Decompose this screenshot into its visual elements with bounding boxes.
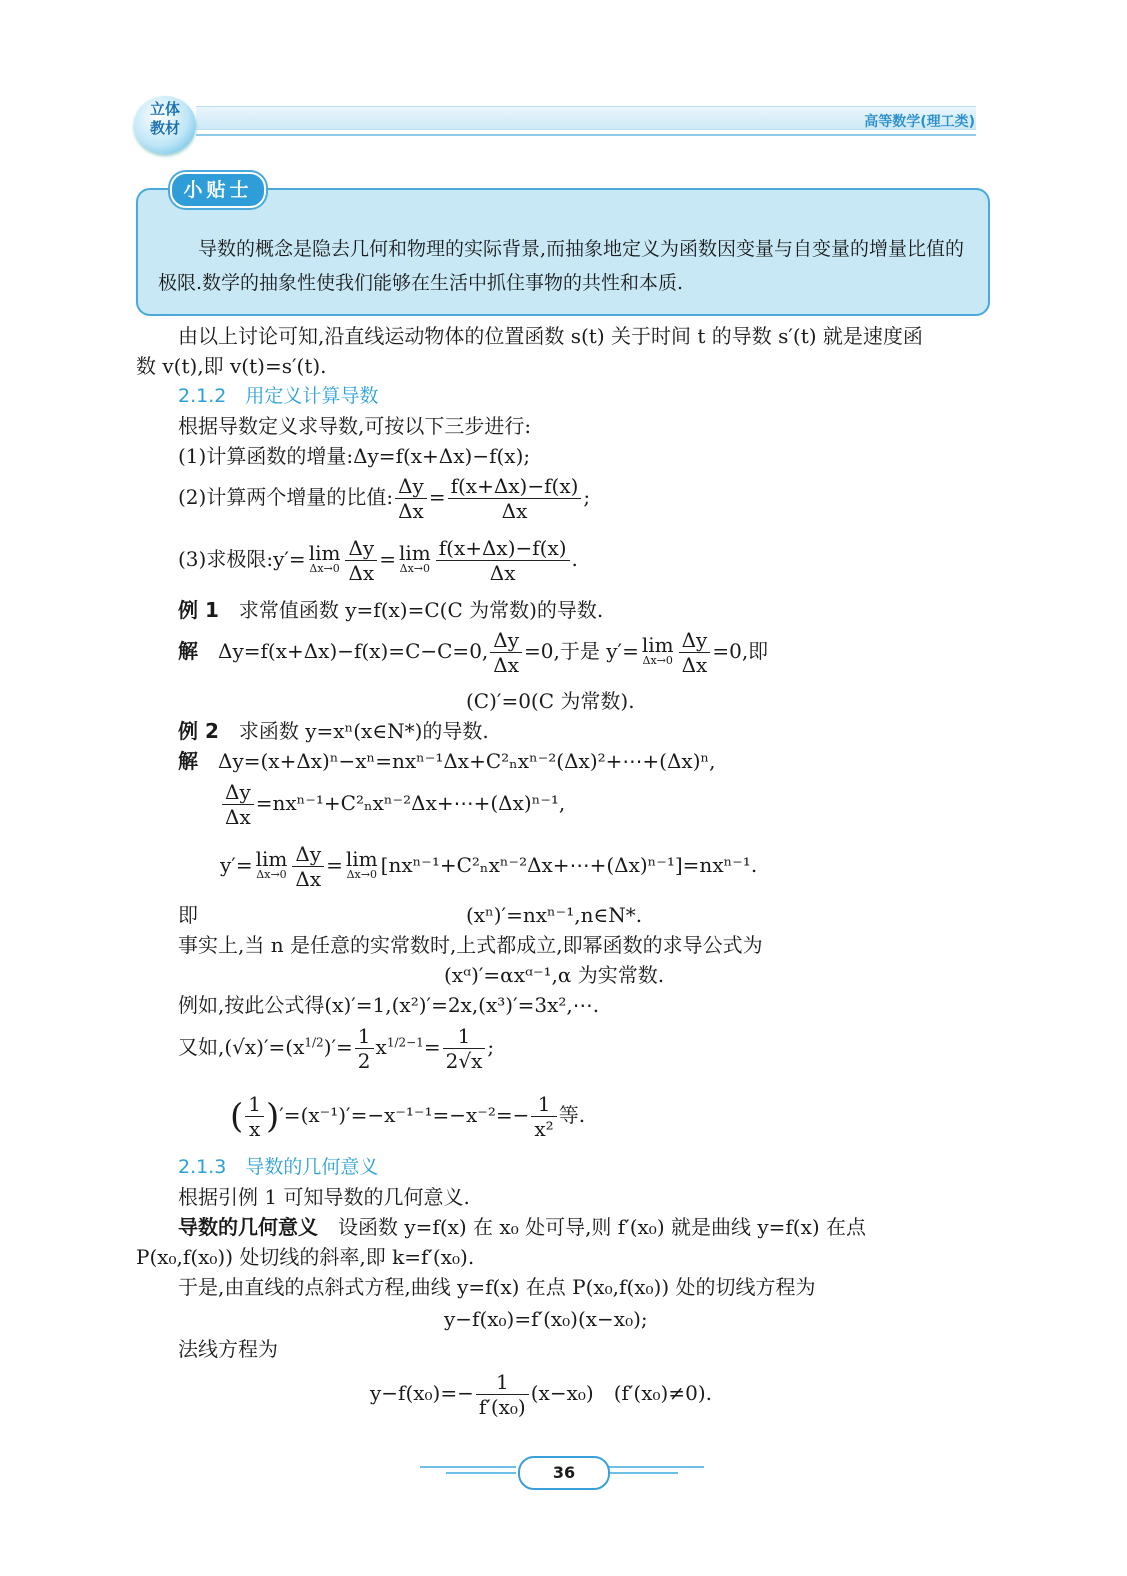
- example-2-solution-2: $\frac{\Delta y}{\Delta x}$ =nxⁿ⁻¹+C²ₙxⁿ⁻²Δx+⋯+(Δx)ⁿ⁻¹,: [220, 780, 565, 829]
- geometric-intro: 根据引例 1 可知导数的几何意义.: [178, 1185, 470, 1209]
- power-rule-intro: 事实上,当 n 是任意的实常数时,上式都成立,即幂函数的求导公式为: [178, 933, 763, 957]
- step-2: (2)计算两个增量的比值: $\frac{\Delta y}{\Delta x}$ = $\frac{f(x+\Delta x)-f(x)}{\Delta x}$ ;: [178, 474, 591, 523]
- step-3: (3)求极限:y′= lim Δx→0 $\frac{\Delta y}{\Delta x}$ = lim Δx→0 $\frac{f(x+\Delta x)-f(x)}{\Delta x}$ .: [178, 536, 578, 585]
- steps-intro: 根据导数定义求导数,可按以下三步进行:: [178, 414, 532, 438]
- sqrt-example: 又如$,(√x)'=(x^{1/2})'=$ $\frac{1}{2}$ $x^{1/2-1}=$ $\frac{1}{2√x}$ ;: [178, 1024, 495, 1073]
- intro-line-2: 数 v(t),即 v(t)=s′(t).: [136, 354, 327, 378]
- footer-deco-left: [420, 1466, 516, 1468]
- intro-line-1: 由以上讨论可知,沿直线运动物体的位置函数 s(t) 关于时间 t 的导数 s′(t) 就是速度函: [178, 324, 923, 348]
- header-band: [196, 106, 976, 130]
- footer-deco-left-2: [446, 1472, 516, 1474]
- ji-label: 即: [178, 903, 198, 927]
- tangent-equation: y−f(x₀)=f′(x₀)(x−x₀);: [444, 1307, 648, 1331]
- reciprocal-example: ( $\frac{1}{x}$ )′=(x⁻¹)′=−x⁻¹⁻¹=−x⁻²=− $\frac{1}{\text{x²}}$ 等.: [230, 1092, 586, 1141]
- example-2-solution-1: 解 Δy=(x+Δx)ⁿ−xⁿ=nxⁿ⁻¹Δx+C²ₙxⁿ⁻²(Δx)²+⋯+(Δx)ⁿ,: [178, 749, 716, 773]
- example-1-result: (C)′=0(C 为常数).: [466, 689, 635, 713]
- tip-text: 导数的概念是隐去几何和物理的实际背景,而抽象地定义为函数因变量与自变量的增量比值的极限.数学的抽象性使我们能够在生活中抓住事物的共性和本质.: [158, 238, 965, 294]
- page-number: 36: [518, 1456, 610, 1490]
- footer-deco-right: [608, 1466, 704, 1468]
- example-2-solution-3: y′= lim Δx→0 $\frac{\Delta y}{\Delta x}$ = lim Δx→0 [nxⁿ⁻¹+C²ₙxⁿ⁻²Δx+⋯+(Δx)ⁿ⁻¹]=nxⁿ⁻¹.: [220, 842, 758, 891]
- footer-deco-right-2: [608, 1472, 678, 1474]
- book-title: 高等数学(理工类): [864, 114, 975, 130]
- power-rule: (xᵅ)′=αxᵅ⁻¹,α 为实常数.: [444, 963, 665, 987]
- tangent-intro: 于是,由直线的点斜式方程,曲线 y=f(x) 在点 P(x₀,f(x₀)) 处的切线方程为: [178, 1275, 816, 1299]
- section-heading-2-1-3: 2.1.3 导数的几何意义: [178, 1156, 379, 1178]
- geometric-definition-1: 导数的几何意义 设函数 y=f(x) 在 x₀ 处可导,则 f′(x₀) 就是曲线 y=f(x) 在点: [178, 1215, 867, 1239]
- normal-equation: y−f(x₀)=− $\frac{1}{\text{f′(x₀)}}$ (x−x₀) (f′(x₀)≠0).: [370, 1370, 712, 1419]
- example-1-solution: 解 Δy=f(x+Δx)−f(x)=C−C=0, $\frac{\Delta y}{\Delta x}$ =0,于是 y′= lim Δx→0 $\frac{\Delta y}{\Delta x}$ =0,即: [178, 628, 769, 677]
- header-rule: [196, 134, 976, 136]
- example-2: 例 2 求函数 y=xⁿ(x∈N*)的导数.: [178, 719, 489, 743]
- geometric-definition-2: P(x₀,f(x₀)) 处切线的斜率,即 k=f′(x₀).: [136, 1245, 475, 1269]
- normal-intro: 法线方程为: [178, 1337, 278, 1361]
- example-2-result: (xⁿ)′=nxⁿ⁻¹,n∈N*.: [466, 903, 643, 927]
- tip-label: 小贴士: [170, 172, 266, 208]
- example-1: 例 1 求常值函数 y=f(x)=C(C 为常数)的导数.: [178, 598, 604, 622]
- section-heading-2-1-2: 2.1.2 用定义计算导数: [178, 385, 379, 407]
- book-logo-text: 立体 教材: [149, 100, 180, 137]
- power-rule-examples: 例如,按此公式得(x)′=1,(x²)′=2x,(x³)′=3x²,⋯.: [178, 993, 600, 1017]
- step-1: (1)计算函数的增量:Δy=f(x+Δx)−f(x);: [178, 444, 531, 468]
